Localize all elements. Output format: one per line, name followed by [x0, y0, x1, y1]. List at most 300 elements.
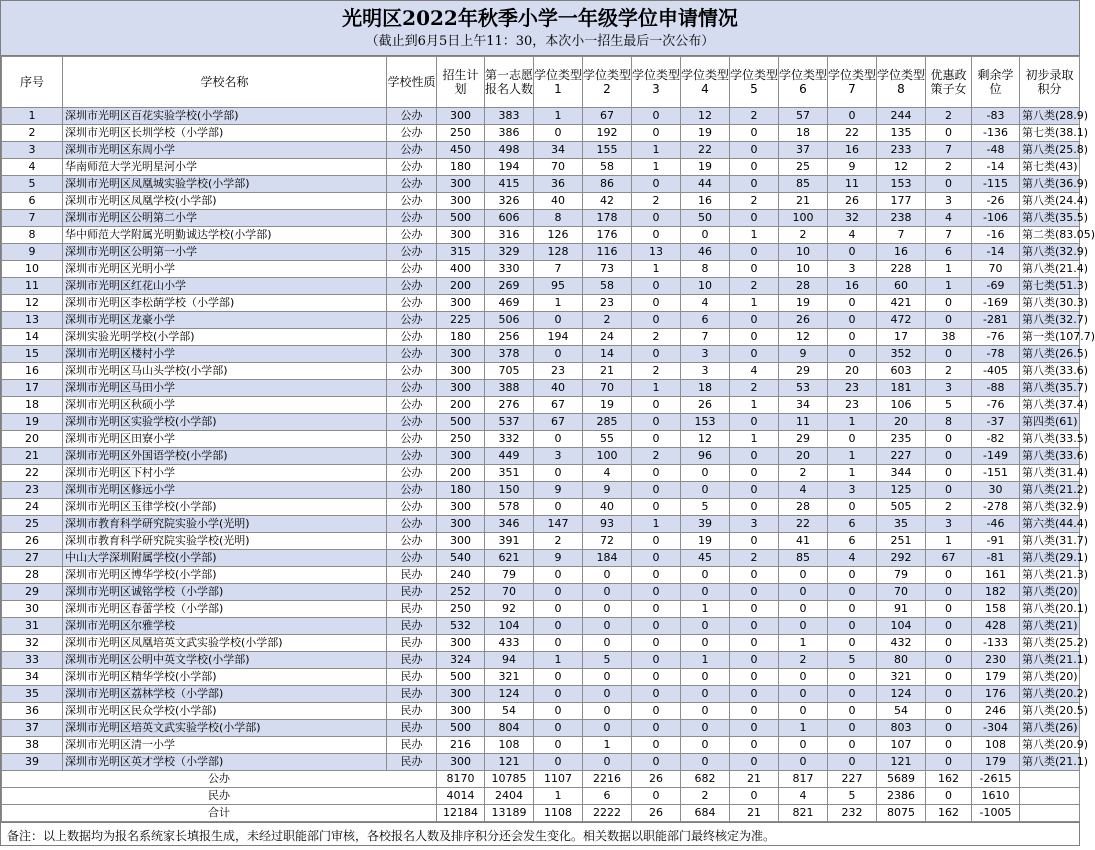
table-row	[2, 261, 1080, 278]
table-cell: 0	[926, 567, 972, 584]
table-cell: 0	[730, 329, 779, 346]
summary-cell: 12184	[437, 805, 485, 822]
table-cell: 0	[926, 669, 972, 686]
table-cell: 316	[485, 227, 534, 244]
table-cell: 10	[681, 278, 730, 295]
table-cell: 36	[2, 703, 63, 720]
table-cell: 0	[730, 465, 779, 482]
table-cell: 38	[926, 329, 972, 346]
table-cell: 500	[437, 720, 485, 737]
table-cell: 0	[730, 448, 779, 465]
table-cell: 0	[730, 346, 779, 363]
score-cell: 第八类(31.7)	[1020, 533, 1080, 550]
summary-cell: 26	[632, 771, 681, 788]
table-cell: 3	[926, 380, 972, 397]
table-cell: 0	[926, 720, 972, 737]
table-cell: 0	[632, 499, 681, 516]
table-cell: -136	[972, 125, 1020, 142]
table-cell: 421	[877, 295, 926, 312]
table-cell: 20	[779, 448, 828, 465]
score-cell: 第八类(28.9)	[1020, 108, 1080, 125]
table-cell: 1	[632, 159, 681, 176]
table-cell: -151	[972, 465, 1020, 482]
table-cell: 3	[926, 516, 972, 533]
table-cell: 58	[583, 159, 632, 176]
table-cell: 0	[534, 465, 583, 482]
table-cell: 383	[485, 108, 534, 125]
table-cell: 9	[534, 550, 583, 567]
table-cell: 16	[681, 193, 730, 210]
table-cell: 300	[437, 176, 485, 193]
table-cell: 4	[779, 482, 828, 499]
table-cell: 233	[877, 142, 926, 159]
table-row	[2, 431, 1080, 448]
table-cell: 705	[485, 363, 534, 380]
table-cell: 0	[534, 618, 583, 635]
table-cell: 24	[583, 329, 632, 346]
table-cell: 0	[926, 176, 972, 193]
score-cell: 第八类(21.1)	[1020, 652, 1080, 669]
table-cell: 0	[632, 346, 681, 363]
table-cell: 0	[632, 584, 681, 601]
table-cell: 0	[632, 176, 681, 193]
table-cell: 158	[972, 601, 1020, 618]
table-cell: 621	[485, 550, 534, 567]
table-cell: 180	[437, 329, 485, 346]
header-cell: 学位类型7	[828, 57, 877, 108]
table-cell: 540	[437, 550, 485, 567]
table-cell: 388	[485, 380, 534, 397]
table-cell: 民办	[387, 618, 437, 635]
score-cell: 第八类(21.1)	[1020, 754, 1080, 771]
summary-cell: 2216	[583, 771, 632, 788]
table-row	[2, 754, 1080, 771]
score-cell: 第八类(26)	[1020, 720, 1080, 737]
table-cell: 300	[437, 754, 485, 771]
table-cell: 0	[730, 669, 779, 686]
summary-cell: 1	[534, 788, 583, 805]
table-cell: 民办	[387, 686, 437, 703]
table-cell: 128	[534, 244, 583, 261]
score-cell: 第八类(25.2)	[1020, 635, 1080, 652]
table-cell: 53	[779, 380, 828, 397]
table-cell: 民办	[387, 567, 437, 584]
table-cell: 0	[926, 125, 972, 142]
table-cell: 0	[583, 720, 632, 737]
header-cell: 第一志愿报名人数	[485, 57, 534, 108]
table-cell: 250	[437, 431, 485, 448]
summary-cell: 13189	[485, 805, 534, 822]
summary-row	[2, 771, 1080, 788]
table-cell: 500	[437, 210, 485, 227]
table-cell: 23	[828, 397, 877, 414]
school-name-cell: 深圳市光明区诚铭学校（小学部)	[63, 584, 387, 601]
score-cell: 第八类(35.7)	[1020, 380, 1080, 397]
table-row	[2, 397, 1080, 414]
table-cell: 0	[828, 737, 877, 754]
table-cell: 1	[632, 142, 681, 159]
score-cell: 第八类(20)	[1020, 669, 1080, 686]
summary-cell: 4014	[437, 788, 485, 805]
table-cell: 70	[583, 380, 632, 397]
table-row	[2, 550, 1080, 567]
summary-empty-cell	[1020, 805, 1080, 822]
table-cell: 0	[632, 482, 681, 499]
table-cell: 8	[534, 210, 583, 227]
table-cell: 0	[926, 448, 972, 465]
table-cell: 2	[730, 278, 779, 295]
school-name-cell: 深圳市光明区外国语学校(小学部)	[63, 448, 387, 465]
summary-body	[2, 771, 1080, 822]
table-cell: 37	[779, 142, 828, 159]
table-cell: 公办	[387, 431, 437, 448]
table-row	[2, 346, 1080, 363]
school-name-cell: 深圳市光明区田寮小学	[63, 431, 387, 448]
table-cell: -14	[972, 159, 1020, 176]
table-row	[2, 414, 1080, 431]
table-cell: 182	[972, 584, 1020, 601]
table-cell: 18	[681, 380, 730, 397]
table-cell: 0	[730, 686, 779, 703]
table-cell: 0	[534, 431, 583, 448]
table-row	[2, 159, 1080, 176]
table-cell: -46	[972, 516, 1020, 533]
table-cell: 0	[534, 601, 583, 618]
table-cell: 300	[437, 635, 485, 652]
table-cell: 0	[730, 601, 779, 618]
table-cell: 16	[828, 142, 877, 159]
table-cell: 39	[681, 516, 730, 533]
table-cell: 194	[534, 329, 583, 346]
summary-cell: 1107	[534, 771, 583, 788]
table-cell: 22	[681, 142, 730, 159]
table-cell: 0	[779, 601, 828, 618]
school-name-cell: 深圳实验光明学校(小学部)	[63, 329, 387, 346]
table-cell: 0	[534, 635, 583, 652]
table-cell: 民办	[387, 669, 437, 686]
table-cell: 0	[681, 703, 730, 720]
table-cell: 450	[437, 142, 485, 159]
table-cell: 505	[877, 499, 926, 516]
school-name-cell: 深圳市光明区红花山小学	[63, 278, 387, 295]
table-cell: 0	[583, 635, 632, 652]
table-cell: 179	[972, 669, 1020, 686]
table-row	[2, 584, 1080, 601]
table-cell: 537	[485, 414, 534, 431]
table-cell: 0	[583, 567, 632, 584]
table-cell: 200	[437, 397, 485, 414]
summary-row	[2, 805, 1080, 822]
table-cell: 26	[2, 533, 63, 550]
school-name-cell: 深圳市光明区马山头学校(小学部)	[63, 363, 387, 380]
table-cell: 0	[534, 125, 583, 142]
table-cell: 11	[779, 414, 828, 431]
table-cell: 0	[681, 686, 730, 703]
header-cell: 优惠政策子女	[926, 57, 972, 108]
table-cell: 0	[632, 618, 681, 635]
table-cell: 0	[779, 584, 828, 601]
school-name-cell: 深圳市光明区公明第一小学	[63, 244, 387, 261]
table-cell: 176	[583, 227, 632, 244]
table-cell: 0	[730, 176, 779, 193]
table-cell: 0	[828, 754, 877, 771]
table-cell: 300	[437, 499, 485, 516]
table-cell: -133	[972, 635, 1020, 652]
table-cell: 公办	[387, 312, 437, 329]
table-cell: 0	[926, 312, 972, 329]
table-cell: 公办	[387, 261, 437, 278]
table-cell: 300	[437, 227, 485, 244]
table-cell: 415	[485, 176, 534, 193]
table-cell: 225	[437, 312, 485, 329]
table-cell: 0	[730, 312, 779, 329]
table-cell: 0	[828, 584, 877, 601]
table-cell: 3	[926, 193, 972, 210]
table-cell: 19	[779, 295, 828, 312]
table-cell: 300	[437, 686, 485, 703]
table-cell: 155	[583, 142, 632, 159]
table-cell: 386	[485, 125, 534, 142]
table-cell: -78	[972, 346, 1020, 363]
table-cell: 230	[972, 652, 1020, 669]
table-cell: 346	[485, 516, 534, 533]
table-cell: 55	[583, 431, 632, 448]
table-cell: 1	[926, 278, 972, 295]
table-cell: 27	[2, 550, 63, 567]
table-cell: 0	[681, 567, 730, 584]
table-cell: 26	[828, 193, 877, 210]
table-cell: 1	[632, 516, 681, 533]
table-cell: 0	[828, 703, 877, 720]
table-cell: 0	[730, 652, 779, 669]
table-cell: 1	[828, 414, 877, 431]
table-cell: -14	[972, 244, 1020, 261]
table-cell: 0	[632, 108, 681, 125]
table-cell: 0	[632, 397, 681, 414]
header-cell: 初步录取积分	[1020, 57, 1080, 108]
table-cell: 0	[730, 261, 779, 278]
table-cell: 2	[926, 159, 972, 176]
table-cell: 315	[437, 244, 485, 261]
table-cell: 40	[534, 193, 583, 210]
table-cell: 1	[926, 533, 972, 550]
table-cell: 108	[485, 737, 534, 754]
table-cell: 34	[2, 669, 63, 686]
table-cell: -169	[972, 295, 1020, 312]
table-cell: 28	[779, 499, 828, 516]
score-cell: 第七类(38.1)	[1020, 125, 1080, 142]
table-cell: 428	[972, 618, 1020, 635]
table-cell: 29	[779, 431, 828, 448]
table-cell: 公办	[387, 193, 437, 210]
table-row	[2, 499, 1080, 516]
table-cell: 11	[2, 278, 63, 295]
summary-cell: 227	[828, 771, 877, 788]
table-cell: 19	[681, 159, 730, 176]
table-cell: 79	[877, 567, 926, 584]
table-cell: 0	[681, 754, 730, 771]
table-cell: 70	[485, 584, 534, 601]
table-cell: 19	[2, 414, 63, 431]
score-cell: 第八类(21.4)	[1020, 261, 1080, 278]
table-cell: 0	[681, 618, 730, 635]
table-cell: 92	[485, 601, 534, 618]
table-cell: 公办	[387, 142, 437, 159]
table-cell: 153	[877, 176, 926, 193]
summary-label: 合计	[2, 805, 437, 822]
table-cell: 7	[681, 329, 730, 346]
table-cell: 1	[779, 635, 828, 652]
table-cell: 244	[877, 108, 926, 125]
school-name-cell: 深圳市光明区修远小学	[63, 482, 387, 499]
table-cell: 0	[730, 414, 779, 431]
table-cell: 2	[926, 108, 972, 125]
table-cell: 26	[681, 397, 730, 414]
score-cell: 第八类(25.8)	[1020, 142, 1080, 159]
table-cell: 228	[877, 261, 926, 278]
table-row	[2, 737, 1080, 754]
table-cell: 93	[583, 516, 632, 533]
school-name-cell: 深圳市光明区玉律学校(小学部)	[63, 499, 387, 516]
table-cell: 9	[828, 159, 877, 176]
table-cell: 0	[632, 295, 681, 312]
table-cell: 19	[681, 125, 730, 142]
header-cell: 学校性质	[387, 57, 437, 108]
summary-cell: 21	[730, 805, 779, 822]
score-cell: 第八类(26.5)	[1020, 346, 1080, 363]
header-cell: 学位类型8	[877, 57, 926, 108]
page-title: 光明区2022年秋季小学一年级学位申请情况	[342, 6, 738, 30]
table-cell: 0	[779, 703, 828, 720]
score-cell: 第六类(44.4)	[1020, 516, 1080, 533]
table-cell: 19	[583, 397, 632, 414]
table-cell: 603	[877, 363, 926, 380]
table-cell: 500	[437, 414, 485, 431]
table-cell: 0	[632, 533, 681, 550]
summary-label: 公办	[2, 771, 437, 788]
table-cell: 3	[730, 516, 779, 533]
table-cell: 147	[534, 516, 583, 533]
table-row	[2, 465, 1080, 482]
table-cell: 0	[730, 159, 779, 176]
table-cell: 0	[583, 703, 632, 720]
table-cell: 民办	[387, 601, 437, 618]
table-cell: 449	[485, 448, 534, 465]
score-cell: 第七类(43)	[1020, 159, 1080, 176]
table-row	[2, 193, 1080, 210]
school-name-cell: 深圳市光明区凤凰培英文武实验学校(小学部)	[63, 635, 387, 652]
table-cell: 0	[828, 312, 877, 329]
table-cell: 0	[583, 584, 632, 601]
table-row	[2, 108, 1080, 125]
school-name-cell: 深圳市光明区精华学校(小学部)	[63, 669, 387, 686]
table-cell: 70	[534, 159, 583, 176]
table-cell: 公办	[387, 414, 437, 431]
school-name-cell: 深圳市光明区公明中英文学校(小学部)	[63, 652, 387, 669]
table-cell: 民办	[387, 720, 437, 737]
table-cell: 0	[730, 142, 779, 159]
table-cell: 0	[681, 635, 730, 652]
school-name-cell: 深圳市光明区春蕾学校（小学部)	[63, 601, 387, 618]
table-cell: 0	[730, 210, 779, 227]
table-cell: 公办	[387, 550, 437, 567]
table-cell: 70	[972, 261, 1020, 278]
table-cell: 4	[730, 363, 779, 380]
table-row	[2, 244, 1080, 261]
summary-cell: 6	[583, 788, 632, 805]
table-cell: 79	[485, 567, 534, 584]
school-name-cell: 深圳市光明区英才学校（小学部)	[63, 754, 387, 771]
summary-cell: 821	[779, 805, 828, 822]
table-cell: 0	[926, 431, 972, 448]
table-row	[2, 686, 1080, 703]
table-cell: 0	[730, 499, 779, 516]
table-cell: 0	[632, 737, 681, 754]
table-cell: 292	[877, 550, 926, 567]
summary-empty-cell	[1020, 788, 1080, 805]
table-row	[2, 669, 1080, 686]
table-cell: 104	[485, 618, 534, 635]
school-name-cell: 中山大学深圳附属学校(小学部)	[63, 550, 387, 567]
table-cell: 公办	[387, 448, 437, 465]
table-cell: 0	[828, 618, 877, 635]
table-cell: 民办	[387, 652, 437, 669]
table-cell: 176	[972, 686, 1020, 703]
header-cell: 序号	[2, 57, 63, 108]
summary-cell: 2404	[485, 788, 534, 805]
table-cell: 12	[681, 108, 730, 125]
table-cell: 0	[632, 431, 681, 448]
table-cell: 0	[534, 584, 583, 601]
table-cell: 85	[779, 550, 828, 567]
table-cell: 100	[583, 448, 632, 465]
header-cell: 学位类型4	[681, 57, 730, 108]
table-cell: 46	[681, 244, 730, 261]
table-row	[2, 652, 1080, 669]
table-cell: 2	[632, 329, 681, 346]
table-cell: 0	[681, 227, 730, 244]
table-cell: 26	[779, 312, 828, 329]
table-cell: 公办	[387, 278, 437, 295]
table-cell: 0	[730, 635, 779, 652]
summary-row	[2, 788, 1080, 805]
table-cell: 2	[534, 533, 583, 550]
table-cell: 16	[877, 244, 926, 261]
table-cell: 3	[2, 142, 63, 159]
table-cell: -278	[972, 499, 1020, 516]
table-cell: 73	[583, 261, 632, 278]
school-name-cell: 深圳市教育科学研究院实验学校(光明)	[63, 533, 387, 550]
table-cell: 0	[779, 754, 828, 771]
summary-cell: 5	[828, 788, 877, 805]
table-cell: 4	[2, 159, 63, 176]
table-cell: 1	[779, 720, 828, 737]
table-cell: 0	[632, 125, 681, 142]
table-cell: 803	[877, 720, 926, 737]
table-cell: 0	[632, 227, 681, 244]
table-cell: 58	[583, 278, 632, 295]
table-cell: 8	[681, 261, 730, 278]
table-cell: -82	[972, 431, 1020, 448]
table-cell: 0	[583, 686, 632, 703]
table-row	[2, 329, 1080, 346]
table-cell: 32	[828, 210, 877, 227]
table-cell: 民办	[387, 754, 437, 771]
table-cell: 332	[485, 431, 534, 448]
table-row	[2, 278, 1080, 295]
table-cell: 25	[779, 159, 828, 176]
table-cell: 30	[2, 601, 63, 618]
